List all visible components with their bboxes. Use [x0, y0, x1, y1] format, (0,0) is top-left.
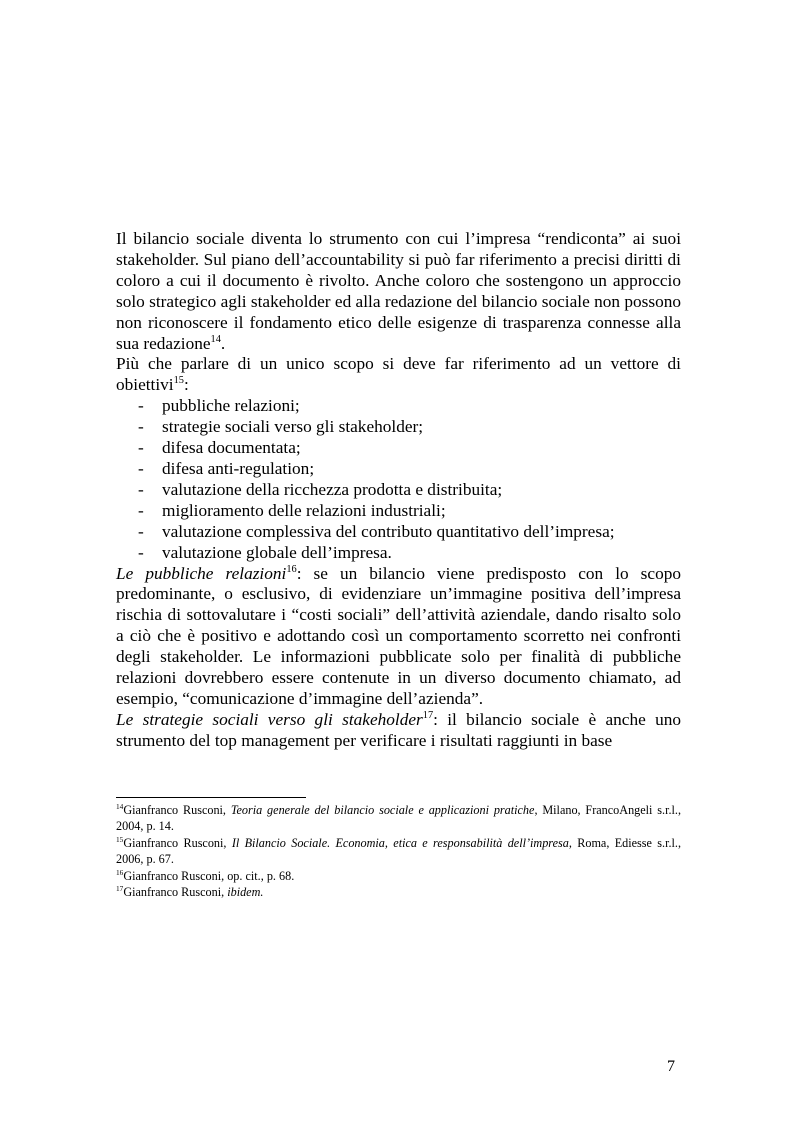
bullet-dash: - [138, 500, 144, 520]
footnote-ref[interactable]: 16 [286, 563, 297, 575]
footnote-separator [116, 797, 306, 798]
paragraph-public-relations [116, 564, 681, 710]
footnote-number: 17 [116, 883, 124, 893]
list-item [116, 417, 681, 438]
footnote-author: Gianfranco Rusconi, [123, 885, 228, 900]
paragraph-lead: Le pubbliche relazioni [116, 563, 287, 583]
bullet-dash: - [138, 458, 144, 478]
paragraph-lead: Le strategie sociali verso gli stakeholder [116, 709, 423, 729]
paragraph-objectives [116, 354, 681, 396]
list-item-text: valutazione globale dell’impresa. [162, 542, 392, 562]
list-item [116, 480, 681, 501]
footnote-title: Teoria generale del bilancio sociale e applicazioni pratiche [230, 803, 535, 817]
list-item [116, 396, 681, 417]
footnote-number: 16 [116, 867, 124, 877]
list-item [116, 522, 681, 543]
list-item [116, 543, 681, 564]
list-item [116, 501, 681, 522]
list-item [116, 459, 681, 480]
bullet-dash: - [138, 438, 144, 458]
body-text [116, 229, 681, 752]
page-number: 7 [667, 1058, 675, 1075]
bullet-dash: - [138, 479, 144, 499]
bullet-dash: - [138, 417, 144, 437]
list-item-text: difesa anti-regulation; [162, 458, 315, 478]
footnote-15 [116, 835, 681, 868]
paragraph-text: : se un bilancio viene predisposto con lo scopo predominante, o esclusivo, di evidenziare un’immagine positiva dell’impresa rischia di sottovalutare i “costi sociali” dell’attività aziendale, dando risalto solo a ciò che è positivo e adottando così un comportamento scorretto nei confronti degli stakeholder. Le informazioni pubblicate solo per finalità di pubbliche relazioni dovrebbero essere contenute in un diverso documento chiamato, ad esempio, “comunicazione d’immagine dell’azienda”. [116, 563, 681, 708]
footnote-14 [116, 802, 681, 835]
footnote-number: 14 [116, 801, 124, 811]
list-item-text: valutazione della ricchezza prodotta e distribuita; [162, 479, 503, 499]
bullet-dash: - [138, 521, 144, 541]
footnote-number: 15 [116, 834, 124, 844]
bullet-dash: - [138, 396, 144, 416]
footnote-details: , Roma, Ediesse s.r.l., 2006, p. 67. [116, 835, 681, 867]
list-item-text: strategie sociali verso gli stakeholder; [162, 417, 424, 437]
punctuation: . [220, 333, 226, 353]
paragraph-text: Più che parlare di un unico scopo si deve far riferimento ad un vettore di obiettivi [116, 354, 681, 395]
footnote-17 [116, 884, 681, 900]
objectives-list [116, 396, 681, 563]
punctuation: : [183, 375, 189, 395]
list-item-text: miglioramento delle relazioni industriali; [162, 500, 446, 520]
footnote-details: , Milano, FrancoAngeli s.r.l., 2004, p. 14. [116, 803, 681, 834]
footnote-author: Gianfranco Rusconi, op. cit., p. 68. [123, 868, 295, 883]
bullet-dash: - [138, 542, 144, 562]
footnotes [116, 802, 681, 900]
footnote-ref[interactable]: 17 [422, 710, 434, 722]
footnote-ref[interactable]: 15 [173, 375, 184, 387]
footnote-title: ibidem. [227, 885, 264, 900]
footnote-16 [116, 868, 681, 884]
list-item-text: valutazione complessiva del contributo quantitativo dell’impresa; [162, 521, 615, 541]
paragraph-text: : il bilancio sociale è anche uno strumento del top management per verificare i risultati raggiunti in base [116, 709, 681, 750]
paragraph-text: Il bilancio sociale diventa lo strumento con cui l’impresa “rendiconta” ai suoi stakeholder. Sul piano dell’accountability si può far riferimento a precisi diritti di coloro a cui il documento è rivolto. Anche coloro che sostengono un approccio solo strategico agli stakeholder ed alla redazione del bilancio sociale non possono non riconoscere il fondamento etico delle esigenze di trasparenza connesse alla sua redazione [116, 229, 681, 353]
footnote-author: Gianfranco Rusconi, [123, 803, 231, 817]
paragraph-intro [116, 229, 681, 354]
list-item-text: pubbliche relazioni; [162, 396, 300, 416]
list-item [116, 438, 681, 459]
list-item-text: difesa documentata; [162, 438, 301, 458]
footnote-author: Gianfranco Rusconi, [123, 835, 232, 850]
paragraph-social-strategies [116, 710, 681, 752]
footnote-ref[interactable]: 14 [210, 333, 221, 345]
footnote-title: Il Bilancio Sociale. Economia, etica e responsabilità dell’impresa [231, 835, 569, 850]
